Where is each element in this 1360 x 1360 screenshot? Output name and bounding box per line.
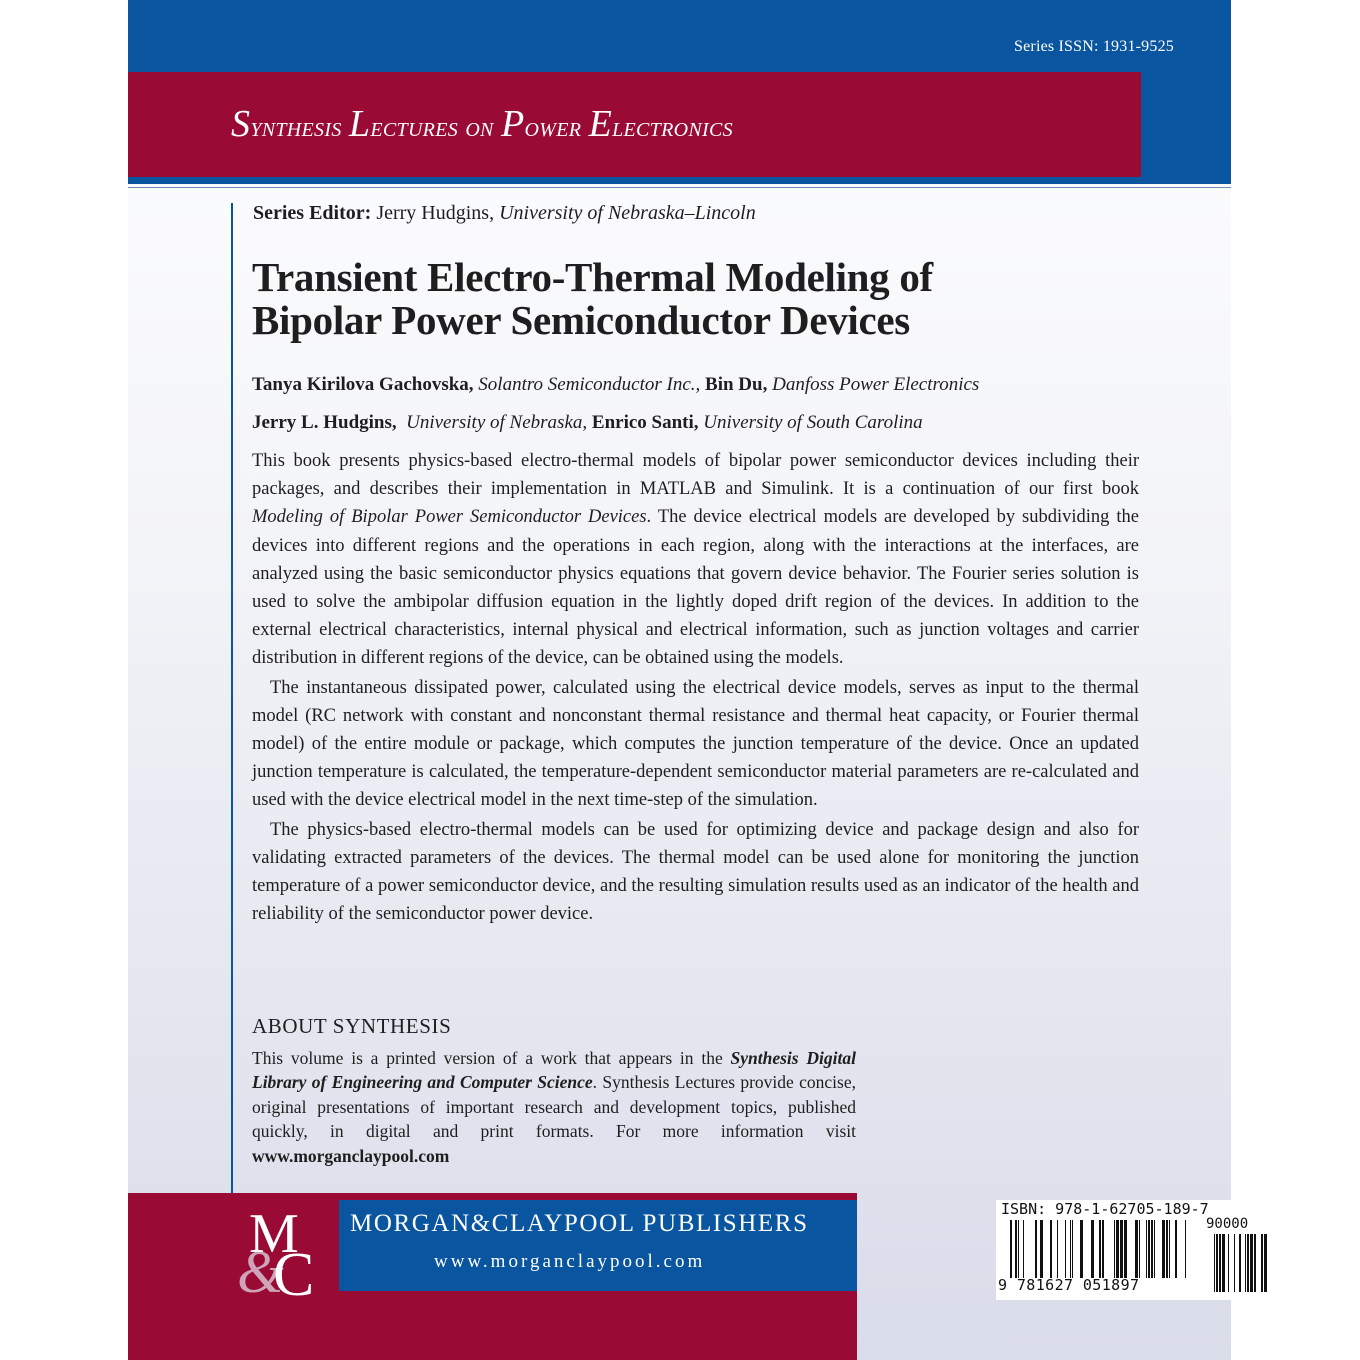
description-paragraph-1: This book presents physics-based electro-thermal models of bipolar power semiconductor devices including their packages, and describes their implementation in MATLAB and Simulink. It is a continuation of our first book Modeling of Bipolar Power Semiconductor Devices. The device electrical models are developed by subdividing the devices into different regions and the operations in each region, along with the interactions at the interfaces, are analyzed using the basic semiconductor physics equations that govern device behavior. The Fourier series solution is used to solve the ambipolar diffusion equation in the lightly doped drift region of the devices. In addition to the external electrical characteristics, internal physical and electrical information, such as junction voltages and carrier distribution in different regions of the device, can be obtained using the models. <box>252 451 1139 669</box>
about-synthesis-text: This volume is a printed version of a work that appears in the Synthesis Digital Library of Engineering and Computer Science. Synthesis Lectures provide concise, original presentations of important research and development topics, published quickly, in digital and print formats. For more information visit www.morganclaypool.com <box>252 1048 856 1166</box>
barcode-bar <box>1169 1220 1170 1278</box>
barcode-bar <box>1162 1220 1165 1278</box>
book-title-line-1: Transient Electro-Thermal Modeling of <box>252 254 933 300</box>
barcode-bar <box>1175 1220 1177 1278</box>
series-editor: Series Editor: Jerry Hudgins, University of Nebraska–Lincoln <box>253 202 756 224</box>
barcode-bar <box>1035 1220 1037 1278</box>
barcode-bar <box>1239 1234 1241 1292</box>
barcode-bar <box>1114 1220 1115 1278</box>
book-back-cover <box>128 0 1249 1360</box>
author-list <box>252 366 979 442</box>
left-accent-line <box>231 203 233 1193</box>
barcode-bar <box>1135 1220 1138 1278</box>
barcode-bar <box>1245 1234 1246 1292</box>
barcode-bar <box>1050 1220 1052 1278</box>
barcode-bar <box>1091 1220 1094 1278</box>
barcode-bar <box>1023 1220 1024 1278</box>
barcode-digits: 9 781627 051897 <box>998 1276 1140 1294</box>
barcode-bar <box>1185 1220 1186 1278</box>
barcode-bar <box>1219 1234 1221 1292</box>
barcode-addon-number: 90000 <box>1206 1216 1249 1232</box>
description-paragraph-2: The instantaneous dissipated power, calculated using the electrical device models, serves as input to the thermal model (RC network with constant and nonconstant thermal resistance and thermal heat capacity, or Fourier thermal model) of the entire module or package, which computes the junction temperature of the device. Once an updated junction temperature is calculated, the temperature-dependent semiconductor material parameters are re-calculated and used with the device electrical model in the next time-step of the simulation. <box>252 677 1139 811</box>
barcode-bar <box>1139 1220 1140 1278</box>
barcode-bar <box>1072 1220 1073 1278</box>
barcode-bar <box>1148 1220 1150 1278</box>
description-paragraph-3: The physics-based electro-thermal models can be used for optimizing device and package design and also for validating extracted parameters of the devices. The thermal model can be used alone for monitoring the junction temperature of a power semiconductor device, and the resulting simulation results used as an indicator of the health and reliability of the semiconductor power device. <box>252 819 1139 925</box>
series-title-band <box>128 72 1141 177</box>
header-rule <box>128 181 1231 184</box>
barcode-bar <box>1146 1220 1147 1278</box>
barcode-bar <box>1234 1234 1235 1292</box>
morgan-claypool-logo: & M C <box>231 1198 339 1306</box>
book-title-line-2: Bipolar Power Semiconductor Devices <box>252 297 910 343</box>
barcode-bar <box>1057 1220 1058 1278</box>
barcode-bar <box>1124 1220 1127 1278</box>
barcode-bar <box>1120 1220 1123 1278</box>
isbn-barcode <box>996 1200 1272 1300</box>
book-description <box>252 447 1139 928</box>
barcode-bar <box>1254 1234 1256 1292</box>
header-rule-thin <box>128 187 1231 188</box>
barcode-bar <box>1102 1220 1104 1278</box>
barcode-bar <box>1015 1220 1017 1278</box>
barcode-bar <box>1250 1234 1253 1292</box>
series-title: Synthesis Lectures on Power Electronics <box>231 103 733 145</box>
barcode-bar <box>1070 1220 1071 1278</box>
book-title <box>252 256 1212 342</box>
barcode-bar <box>1116 1220 1119 1278</box>
barcode-bar <box>1228 1234 1229 1292</box>
barcode-bar <box>1261 1234 1263 1292</box>
author-line-1: Tanya Kirilova Gachovska, Solantro Semiconductor Inc., Bin Du, Danfoss Power Electronics <box>252 374 980 395</box>
barcode-bar <box>1080 1220 1083 1278</box>
barcode-bar <box>1166 1220 1168 1278</box>
about-synthesis-heading: ABOUT SYNTHESIS <box>252 1014 452 1038</box>
author-line-2: Jerry L. Hudgins, University of Nebraska, Enrico Santi, University of South Carolina <box>252 412 923 433</box>
isbn-label: ISBN: 978-1-62705-189-7 <box>1001 1200 1209 1218</box>
barcode-bar <box>1264 1234 1267 1292</box>
barcode-bar <box>1010 1220 1012 1278</box>
barcode-bar <box>1222 1234 1225 1292</box>
publisher-website-link: www.morganclaypool.com <box>252 1145 450 1166</box>
barcode-bar <box>1216 1234 1218 1292</box>
publisher-name: MORGAN&CLAYPOOL PUBLISHERS <box>350 1210 809 1237</box>
barcode-bar <box>1099 1220 1101 1278</box>
barcode-bar <box>1247 1234 1249 1292</box>
series-issn: Series ISSN: 1931-9525 <box>1014 38 1174 55</box>
publisher-url: www.morganclaypool.com <box>434 1251 706 1272</box>
barcode-bar <box>1018 1220 1019 1278</box>
barcode-bar <box>1065 1220 1066 1278</box>
barcode-bar <box>1214 1234 1215 1292</box>
barcode-bar <box>1154 1220 1155 1278</box>
barcode-bar <box>1040 1220 1043 1278</box>
barcode-bar <box>1151 1220 1153 1278</box>
